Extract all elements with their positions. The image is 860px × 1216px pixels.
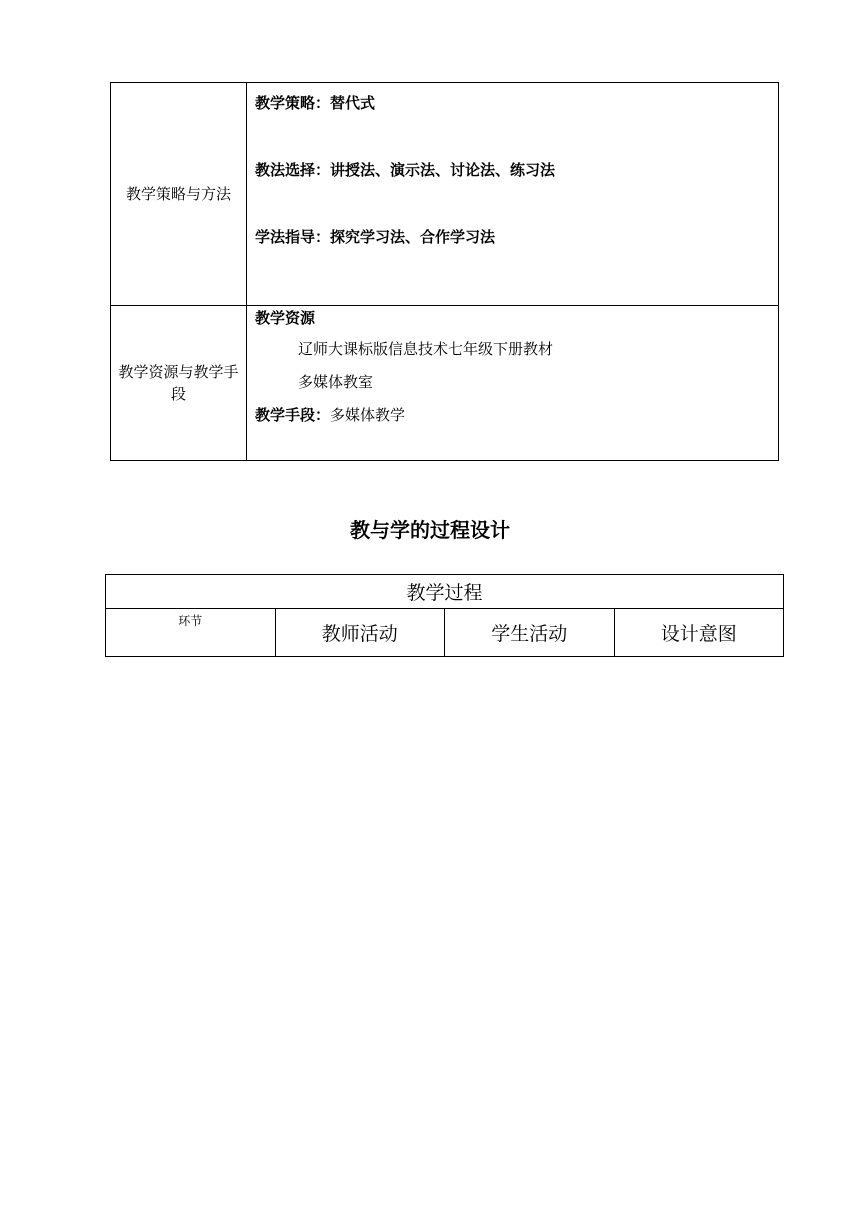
means-key: 教学手段：: [255, 406, 331, 424]
process-header-row: [106, 575, 784, 609]
strategy-label: 教学策略与方法: [125, 185, 231, 203]
strategy-row: [111, 83, 779, 306]
strategy-content-cell: [247, 83, 779, 306]
resource-content-cell: [247, 306, 779, 461]
process-table: [105, 574, 784, 657]
strategy-line: [255, 93, 375, 113]
learning-line: [255, 227, 495, 247]
methods-key: 教法选择：: [255, 161, 331, 179]
strategy-label-cell: [111, 83, 247, 306]
methods-line: [255, 160, 555, 180]
process-title: 教与学的过程设计: [350, 518, 510, 542]
resources-heading: 教学资源: [255, 309, 316, 327]
resource-item: 多媒体教室: [298, 373, 374, 391]
learning-value: 探究学习法、合作学习法: [330, 228, 496, 246]
resource-row: [111, 306, 779, 461]
means-line: [255, 405, 405, 425]
resource-label-cell: [111, 306, 247, 461]
process-header: 教学过程: [106, 575, 784, 609]
methods-value: 讲授法、演示法、讨论法、练习法: [330, 161, 556, 179]
column-design-intent: 设计意图: [614, 609, 784, 657]
learning-key: 学法指导：: [255, 228, 331, 246]
strategy-key: 教学策略：: [255, 94, 331, 112]
column-student-activity: 学生活动: [445, 609, 615, 657]
resource-item: 辽师大课标版信息技术七年级下册教材: [298, 340, 554, 358]
resource-label: 教学资源与教学手段: [118, 363, 239, 403]
column-teacher-activity: 教师活动: [275, 609, 445, 657]
strategy-resource-table: [110, 82, 779, 461]
means-value: 多媒体教学: [330, 406, 406, 424]
process-column-row: [106, 609, 784, 657]
column-stage: 环节: [106, 609, 276, 657]
strategy-value: 替代式: [330, 94, 376, 112]
